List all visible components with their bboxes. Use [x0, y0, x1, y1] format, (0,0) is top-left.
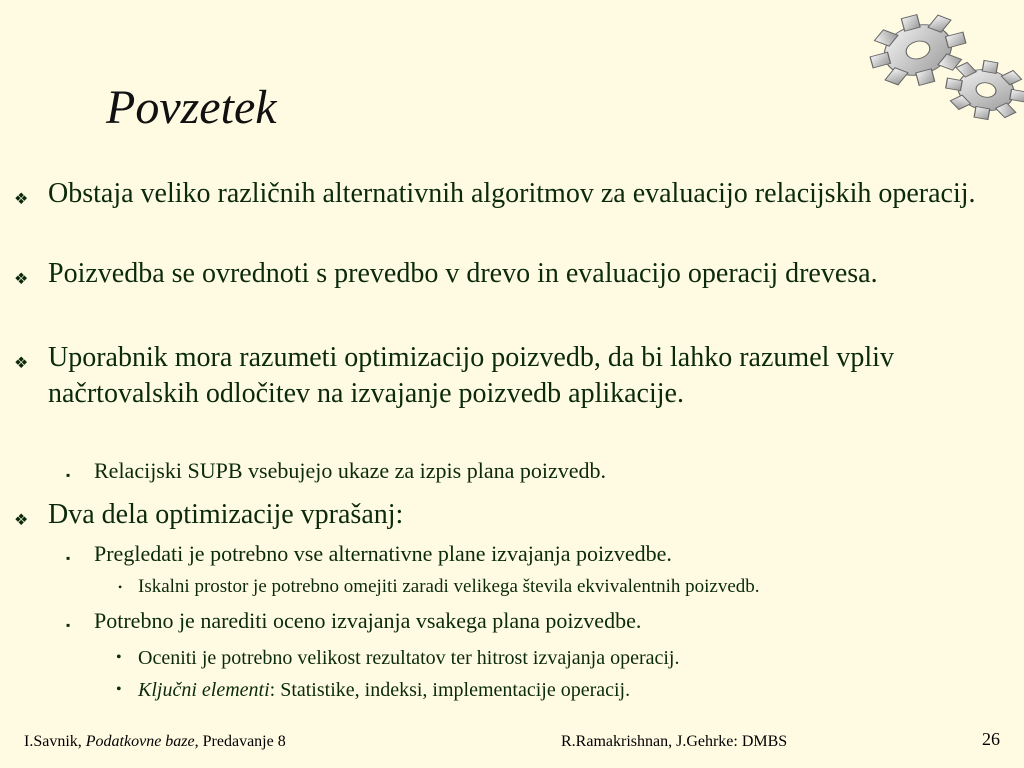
diamond-bullet-icon: ❖	[14, 191, 29, 208]
bullet-text: Uporabnik mora razumeti optimizacijo poizvedb, da bi lahko razumel vpliv načrtovalskih odločitev na izvajanje poizvedb aplikacije.	[48, 342, 894, 409]
sub-bullet-item-3	[66, 607, 994, 635]
footer-left	[24, 733, 286, 751]
bullet-text: Iskalni prostor je potrebno omejiti zaradi velikega števila ekvivalentnih poizvedb.	[138, 576, 760, 597]
sub-sub-bullet-item-1	[118, 574, 998, 600]
bullet-text: Pregledati je potrebno vse alternativne plane izvajanja poizvedbe.	[94, 541, 672, 566]
dot-bullet-icon: •	[116, 649, 122, 666]
diamond-bullet-icon: ❖	[14, 271, 29, 288]
bullet-text: Dva dela optimizacije vprašanj:	[48, 499, 404, 530]
square-bullet-icon: ▪	[66, 618, 71, 632]
diamond-bullet-icon: ❖	[14, 355, 29, 372]
sub-sub-bullet-item-2	[116, 645, 998, 671]
footer-course: Podatkovne baze	[85, 733, 195, 750]
slide-title: Povzetek	[106, 81, 277, 134]
bullet-text: Oceniti je potrebno velikost rezultatov ter hitrost izvajanja operacij.	[138, 647, 680, 669]
bullet-text: Relacijski SUPB vsebujejo ukaze za izpis plana poizvedb.	[94, 458, 606, 483]
bullet-item-4	[14, 497, 998, 533]
bullet-text: : Statistike, indeksi, implementacije operacij.	[269, 679, 631, 701]
bullet-item-3	[14, 340, 998, 412]
sub-bullet-item-1	[66, 457, 994, 485]
sub-sub-bullet-item-3	[116, 677, 998, 703]
bullet-text: Obstaja veliko različnih alternativnih algoritmov za evaluacijo relacijskih operacij.	[48, 178, 976, 209]
bullet-item-1	[14, 176, 998, 212]
bullet-item-2	[14, 256, 998, 292]
diamond-bullet-icon: ❖	[14, 512, 29, 529]
sub-bullet-item-2	[66, 540, 994, 568]
square-bullet-icon: ▪	[66, 551, 71, 565]
footer-author: I.Savnik,	[24, 733, 86, 750]
square-bullet-icon: ▪	[66, 468, 71, 482]
dot-bullet-icon: •	[118, 580, 123, 594]
dot-bullet-icon: •	[116, 681, 122, 698]
bullet-italic-prefix: Ključni elementi	[138, 679, 270, 701]
footer-credit: R.Ramakrishnan, J.Gehrke: DMBS	[561, 733, 788, 750]
page-number: 26	[982, 729, 1000, 749]
footer-lecture: , Predavanje 8	[194, 733, 286, 750]
bullet-text: Potrebno je narediti oceno izvajanja vsakega plana poizvedbe.	[94, 608, 642, 633]
bullet-text: Poizvedba se ovrednoti s prevedbo v drevo in evaluacijo operacij drevesa.	[48, 258, 878, 289]
